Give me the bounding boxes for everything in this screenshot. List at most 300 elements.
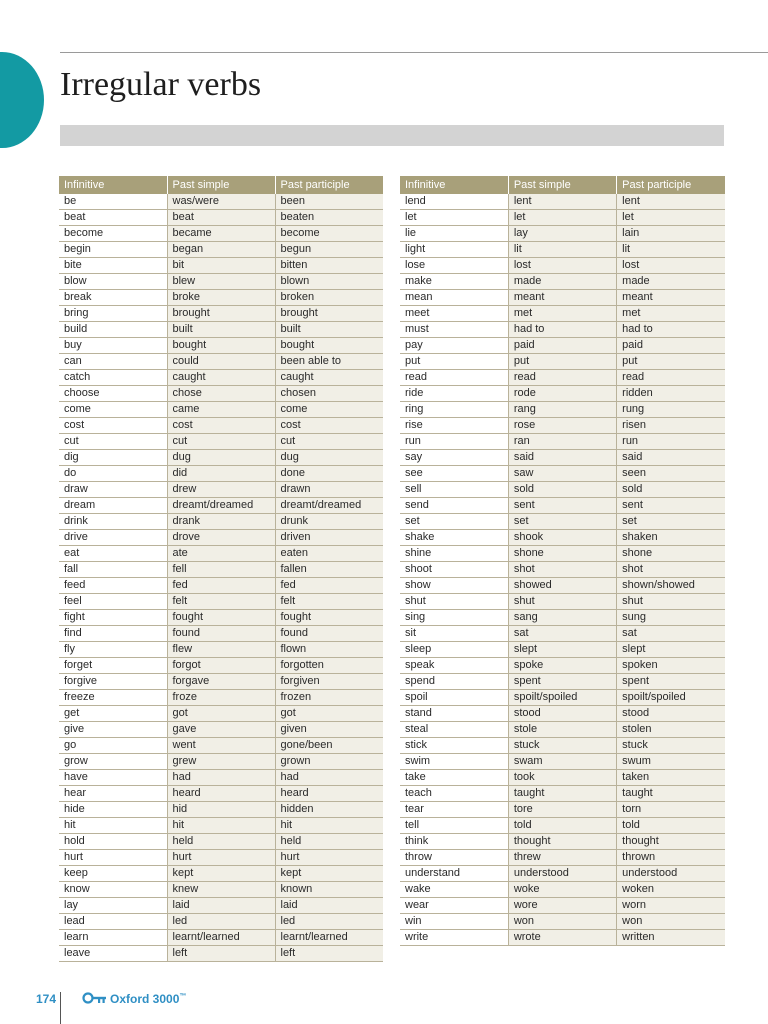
cell-past-simple: got [167, 706, 275, 722]
table-row [400, 882, 725, 898]
cell-infinitive: make [400, 274, 508, 290]
cell-past-participle: slept [617, 642, 725, 658]
key-icon [82, 991, 108, 1005]
cell-infinitive: know [59, 882, 167, 898]
table-row [59, 690, 383, 706]
table-header-row [400, 176, 725, 194]
cell-infinitive: choose [59, 386, 167, 402]
cell-past-participle: forgiven [275, 674, 383, 690]
cell-past-simple: gave [167, 722, 275, 738]
table-row [59, 642, 383, 658]
cell-past-participle: spent [617, 674, 725, 690]
cell-infinitive: begin [59, 242, 167, 258]
table-row [400, 258, 725, 274]
cell-infinitive: hear [59, 786, 167, 802]
cell-past-simple: chose [167, 386, 275, 402]
cell-past-participle: won [617, 914, 725, 930]
cell-past-simple: hid [167, 802, 275, 818]
cell-past-participle: fed [275, 578, 383, 594]
cell-infinitive: get [59, 706, 167, 722]
cell-infinitive: pay [400, 338, 508, 354]
cell-infinitive: ride [400, 386, 508, 402]
cell-infinitive: ring [400, 402, 508, 418]
cell-infinitive: understand [400, 866, 508, 882]
table-row [400, 562, 725, 578]
cell-past-simple: spoilt/spoiled [508, 690, 616, 706]
table-row [59, 754, 383, 770]
table-row [59, 818, 383, 834]
table-row [400, 530, 725, 546]
table-row [400, 786, 725, 802]
cell-past-participle: worn [617, 898, 725, 914]
cell-past-simple: set [508, 514, 616, 530]
cell-infinitive: teach [400, 786, 508, 802]
cell-infinitive: cut [59, 434, 167, 450]
cell-infinitive: lose [400, 258, 508, 274]
table-row [59, 706, 383, 722]
cell-past-participle: fought [275, 610, 383, 626]
table-row [59, 434, 383, 450]
cell-past-simple: met [508, 306, 616, 322]
verbs-table-right-body [400, 194, 725, 946]
cell-past-simple: forgot [167, 658, 275, 674]
cell-past-simple: knew [167, 882, 275, 898]
cell-past-simple: sent [508, 498, 616, 514]
table-row [59, 354, 383, 370]
cell-infinitive: buy [59, 338, 167, 354]
cell-past-participle: fallen [275, 562, 383, 578]
cell-infinitive: eat [59, 546, 167, 562]
table-row [400, 434, 725, 450]
cell-infinitive: sing [400, 610, 508, 626]
cell-past-simple: spoke [508, 658, 616, 674]
table-row [59, 626, 383, 642]
table-row [59, 578, 383, 594]
cell-past-simple: rose [508, 418, 616, 434]
cell-past-simple: lost [508, 258, 616, 274]
cell-infinitive: show [400, 578, 508, 594]
table-row [400, 674, 725, 690]
cell-infinitive: send [400, 498, 508, 514]
cell-past-participle: ridden [617, 386, 725, 402]
cell-infinitive: break [59, 290, 167, 306]
cell-past-simple: drank [167, 514, 275, 530]
cell-infinitive: meet [400, 306, 508, 322]
cell-past-participle: torn [617, 802, 725, 818]
table-header-row [59, 176, 383, 194]
cell-past-simple: drew [167, 482, 275, 498]
cell-past-participle: kept [275, 866, 383, 882]
verbs-table-right [400, 176, 725, 946]
cell-past-simple: saw [508, 466, 616, 482]
cell-past-simple: hit [167, 818, 275, 834]
cell-past-participle: done [275, 466, 383, 482]
table-row [400, 322, 725, 338]
cell-past-simple: brought [167, 306, 275, 322]
cell-past-simple: sold [508, 482, 616, 498]
table-row [59, 674, 383, 690]
cell-past-simple: kept [167, 866, 275, 882]
cell-past-participle: had to [617, 322, 725, 338]
cell-past-simple: lay [508, 226, 616, 242]
cell-past-simple: stood [508, 706, 616, 722]
cell-past-simple: took [508, 770, 616, 786]
cell-past-participle: lost [617, 258, 725, 274]
table-row [400, 402, 725, 418]
cell-infinitive: grow [59, 754, 167, 770]
cell-past-participle: swum [617, 754, 725, 770]
cell-past-simple: fell [167, 562, 275, 578]
cell-past-participle: set [617, 514, 725, 530]
cell-past-participle: held [275, 834, 383, 850]
cell-past-simple: found [167, 626, 275, 642]
cell-past-participle: dreamt/dreamed [275, 498, 383, 514]
cell-past-simple: spent [508, 674, 616, 690]
cell-infinitive: lay [59, 898, 167, 914]
cell-past-participle: cut [275, 434, 383, 450]
cell-past-participle: laid [275, 898, 383, 914]
header-past-simple: Past simple [167, 176, 275, 194]
cell-past-participle: chosen [275, 386, 383, 402]
cell-past-participle: blown [275, 274, 383, 290]
table-row [59, 290, 383, 306]
cell-past-participle: paid [617, 338, 725, 354]
cell-infinitive: run [400, 434, 508, 450]
cell-infinitive: lie [400, 226, 508, 242]
cell-infinitive: fall [59, 562, 167, 578]
cell-past-simple: sang [508, 610, 616, 626]
cell-past-simple: built [167, 322, 275, 338]
cell-past-participle: read [617, 370, 725, 386]
cell-past-simple: cut [167, 434, 275, 450]
table-row [59, 210, 383, 226]
table-row [400, 354, 725, 370]
cell-past-participle: beaten [275, 210, 383, 226]
cell-infinitive: take [400, 770, 508, 786]
cell-infinitive: beat [59, 210, 167, 226]
table-row [59, 466, 383, 482]
cell-infinitive: read [400, 370, 508, 386]
cell-past-participle: found [275, 626, 383, 642]
cell-past-simple: shone [508, 546, 616, 562]
table-row [59, 194, 383, 210]
cell-infinitive: shine [400, 546, 508, 562]
cell-past-simple: woke [508, 882, 616, 898]
cell-past-participle: come [275, 402, 383, 418]
cell-past-participle: stood [617, 706, 725, 722]
cell-infinitive: find [59, 626, 167, 642]
cell-past-participle: flown [275, 642, 383, 658]
cell-past-participle: given [275, 722, 383, 738]
cell-past-simple: shut [508, 594, 616, 610]
cell-infinitive: shake [400, 530, 508, 546]
cell-past-participle: said [617, 450, 725, 466]
table-row [59, 834, 383, 850]
cell-past-participle: learnt/learned [275, 930, 383, 946]
cell-infinitive: spend [400, 674, 508, 690]
table-row [400, 866, 725, 882]
cell-past-participle: grown [275, 754, 383, 770]
cell-infinitive: sell [400, 482, 508, 498]
cell-infinitive: be [59, 194, 167, 210]
cell-infinitive: hit [59, 818, 167, 834]
table-row [400, 226, 725, 242]
cell-past-simple: bought [167, 338, 275, 354]
cell-infinitive: spoil [400, 690, 508, 706]
cell-infinitive: shoot [400, 562, 508, 578]
cell-past-simple: flew [167, 642, 275, 658]
cell-past-simple: broke [167, 290, 275, 306]
cell-past-participle: met [617, 306, 725, 322]
cell-past-simple: tore [508, 802, 616, 818]
table-row [59, 658, 383, 674]
cell-past-simple: had [167, 770, 275, 786]
cell-past-simple: dug [167, 450, 275, 466]
cell-infinitive: hold [59, 834, 167, 850]
cell-past-simple: let [508, 210, 616, 226]
cell-past-simple: grew [167, 754, 275, 770]
cell-past-participle: sold [617, 482, 725, 498]
cell-past-simple: had to [508, 322, 616, 338]
table-row [400, 194, 725, 210]
table-row [400, 658, 725, 674]
header-infinitive: Infinitive [400, 176, 508, 194]
cell-past-participle: eaten [275, 546, 383, 562]
cell-infinitive: forget [59, 658, 167, 674]
cell-past-participle: sung [617, 610, 725, 626]
cell-past-simple: came [167, 402, 275, 418]
table-row [400, 706, 725, 722]
cell-infinitive: bring [59, 306, 167, 322]
table-row [400, 626, 725, 642]
cell-past-simple: told [508, 818, 616, 834]
cell-past-participle: been able to [275, 354, 383, 370]
cell-past-simple: sat [508, 626, 616, 642]
cell-past-simple: learnt/learned [167, 930, 275, 946]
table-row [400, 754, 725, 770]
cell-past-participle: built [275, 322, 383, 338]
table-row [59, 322, 383, 338]
cell-infinitive: stick [400, 738, 508, 754]
cell-past-simple: slept [508, 642, 616, 658]
cell-infinitive: put [400, 354, 508, 370]
table-row [400, 418, 725, 434]
cell-past-simple: swam [508, 754, 616, 770]
cell-past-simple: fed [167, 578, 275, 594]
cell-past-participle: lent [617, 194, 725, 210]
table-row [59, 418, 383, 434]
header-infinitive: Infinitive [59, 176, 167, 194]
cell-past-simple: froze [167, 690, 275, 706]
cell-past-participle: forgotten [275, 658, 383, 674]
table-row [400, 370, 725, 386]
cell-past-participle: rung [617, 402, 725, 418]
cell-infinitive: draw [59, 482, 167, 498]
cell-past-participle: bought [275, 338, 383, 354]
cell-past-participle: caught [275, 370, 383, 386]
cell-infinitive: must [400, 322, 508, 338]
cell-past-participle: become [275, 226, 383, 242]
table-row [59, 914, 383, 930]
cell-past-participle: shaken [617, 530, 725, 546]
cell-infinitive: set [400, 514, 508, 530]
cell-past-participle: had [275, 770, 383, 786]
header-band [60, 125, 724, 146]
cell-past-participle: told [617, 818, 725, 834]
table-row [400, 274, 725, 290]
table-row [59, 498, 383, 514]
cell-past-simple: made [508, 274, 616, 290]
cell-infinitive: light [400, 242, 508, 258]
cell-past-simple: heard [167, 786, 275, 802]
table-row [400, 914, 725, 930]
cell-infinitive: feed [59, 578, 167, 594]
cell-infinitive: let [400, 210, 508, 226]
cell-infinitive: say [400, 450, 508, 466]
cell-past-participle: driven [275, 530, 383, 546]
cell-infinitive: feel [59, 594, 167, 610]
table-row [400, 834, 725, 850]
cell-past-simple: threw [508, 850, 616, 866]
cell-infinitive: wake [400, 882, 508, 898]
table-row [59, 402, 383, 418]
cell-past-participle: run [617, 434, 725, 450]
cell-past-participle: shut [617, 594, 725, 610]
cell-past-simple: led [167, 914, 275, 930]
cell-past-simple: became [167, 226, 275, 242]
table-row [59, 770, 383, 786]
cell-past-simple: fought [167, 610, 275, 626]
table-row [400, 210, 725, 226]
cell-past-simple: meant [508, 290, 616, 306]
cell-past-participle: drawn [275, 482, 383, 498]
header-past-participle: Past participle [275, 176, 383, 194]
cell-past-simple: blew [167, 274, 275, 290]
cell-past-simple: thought [508, 834, 616, 850]
cell-infinitive: build [59, 322, 167, 338]
table-row [400, 594, 725, 610]
cell-infinitive: see [400, 466, 508, 482]
table-row [59, 530, 383, 546]
cell-past-participle: brought [275, 306, 383, 322]
cell-past-participle: written [617, 930, 725, 946]
cell-past-simple: understood [508, 866, 616, 882]
cell-past-participle: gone/been [275, 738, 383, 754]
cell-infinitive: wear [400, 898, 508, 914]
cell-past-simple: began [167, 242, 275, 258]
cell-past-participle: sent [617, 498, 725, 514]
table-row [400, 722, 725, 738]
table-row [400, 690, 725, 706]
cell-infinitive: keep [59, 866, 167, 882]
cell-past-simple: said [508, 450, 616, 466]
table-row [59, 386, 383, 402]
page-title: Irregular verbs [60, 66, 262, 103]
cell-infinitive: write [400, 930, 508, 946]
table-row [400, 242, 725, 258]
table-row [59, 930, 383, 946]
cell-past-participle: woken [617, 882, 725, 898]
table-row [59, 850, 383, 866]
cell-past-participle: hurt [275, 850, 383, 866]
cell-past-participle: heard [275, 786, 383, 802]
cell-infinitive: go [59, 738, 167, 754]
table-row [59, 450, 383, 466]
cell-past-participle: spoilt/spoiled [617, 690, 725, 706]
cell-past-simple: hurt [167, 850, 275, 866]
cell-infinitive: mean [400, 290, 508, 306]
table-row [59, 866, 383, 882]
cell-infinitive: bite [59, 258, 167, 274]
cell-past-simple: lit [508, 242, 616, 258]
cell-past-simple: cost [167, 418, 275, 434]
table-row [400, 290, 725, 306]
top-rule [60, 52, 768, 53]
cell-past-simple: caught [167, 370, 275, 386]
cell-infinitive: think [400, 834, 508, 850]
cell-infinitive: leave [59, 946, 167, 962]
cell-past-participle: put [617, 354, 725, 370]
cell-past-participle: thrown [617, 850, 725, 866]
cell-past-participle: begun [275, 242, 383, 258]
cell-past-participle: let [617, 210, 725, 226]
cell-past-simple: rode [508, 386, 616, 402]
cell-infinitive: win [400, 914, 508, 930]
cell-past-participle: bitten [275, 258, 383, 274]
cell-past-participle: made [617, 274, 725, 290]
cell-past-simple: showed [508, 578, 616, 594]
cell-past-simple: laid [167, 898, 275, 914]
table-row [59, 898, 383, 914]
cell-infinitive: shut [400, 594, 508, 610]
table-row [59, 370, 383, 386]
cell-past-participle: understood [617, 866, 725, 882]
cell-past-participle: hidden [275, 802, 383, 818]
table-row [400, 498, 725, 514]
table-row [59, 242, 383, 258]
cell-past-simple: lent [508, 194, 616, 210]
table-row [400, 642, 725, 658]
table-row [59, 594, 383, 610]
cell-past-simple: was/were [167, 194, 275, 210]
cell-infinitive: rise [400, 418, 508, 434]
cell-past-participle: lain [617, 226, 725, 242]
trademark-mark: ™ [179, 993, 187, 1000]
cell-infinitive: become [59, 226, 167, 242]
verbs-table-left-body [59, 194, 383, 962]
table-row [59, 562, 383, 578]
cell-infinitive: forgive [59, 674, 167, 690]
cell-past-participle: hit [275, 818, 383, 834]
page-number: 174 [36, 992, 57, 1006]
cell-past-participle: lit [617, 242, 725, 258]
chapter-tab-circle [0, 52, 44, 148]
cell-past-participle: spoken [617, 658, 725, 674]
table-row [59, 946, 383, 962]
cell-past-participle: thought [617, 834, 725, 850]
table-row [400, 466, 725, 482]
table-row [59, 802, 383, 818]
cell-infinitive: come [59, 402, 167, 418]
cell-past-participle: been [275, 194, 383, 210]
cell-infinitive: stand [400, 706, 508, 722]
header-past-simple: Past simple [508, 176, 616, 194]
cell-past-simple: did [167, 466, 275, 482]
cell-infinitive: drive [59, 530, 167, 546]
table-row [59, 274, 383, 290]
cell-infinitive: fly [59, 642, 167, 658]
cell-infinitive: give [59, 722, 167, 738]
